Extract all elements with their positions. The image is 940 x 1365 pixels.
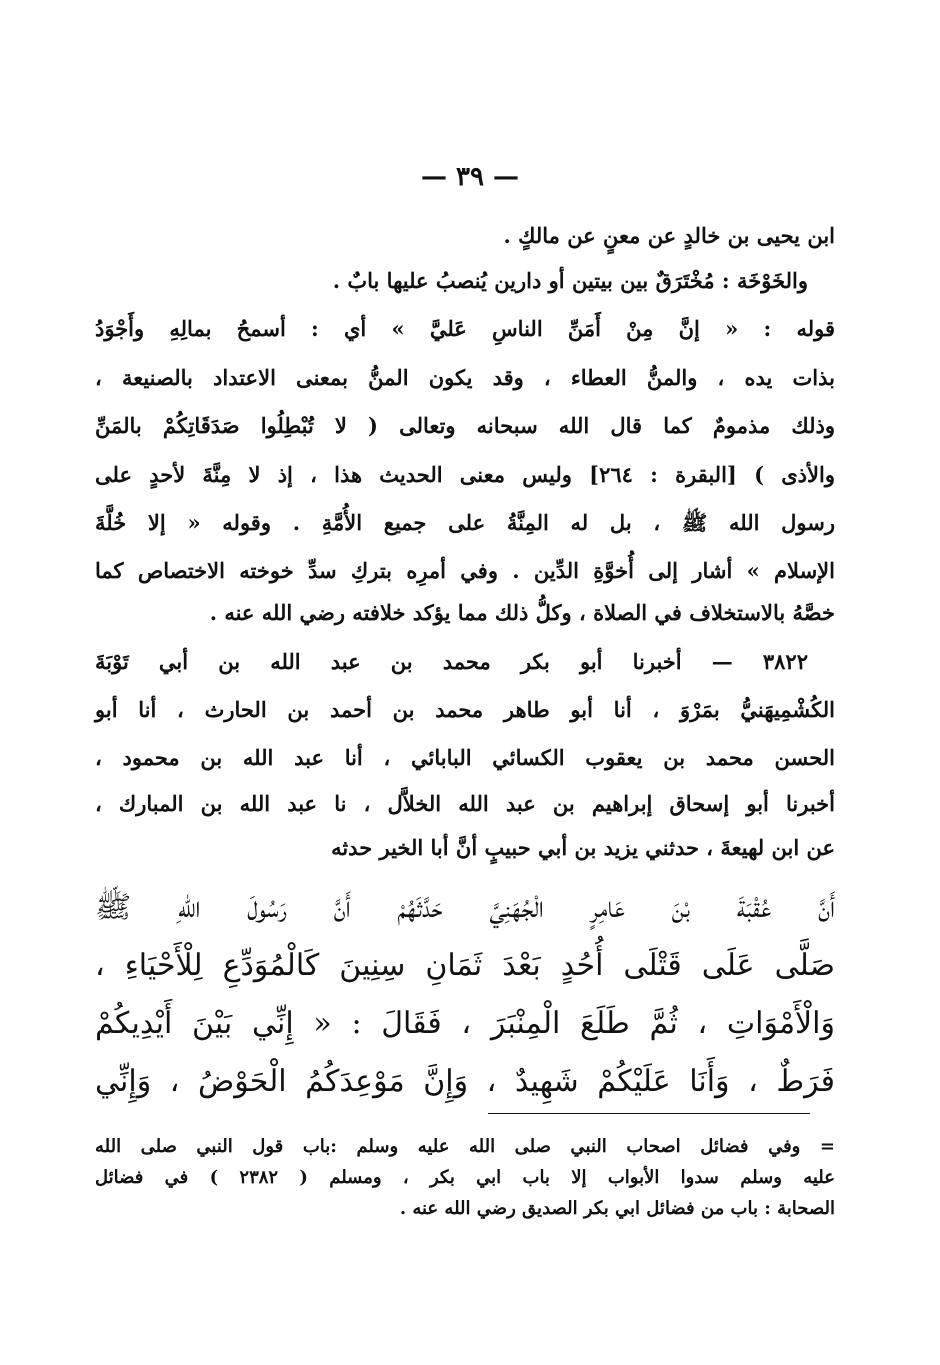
page-number: — ٣٩ — — [420, 162, 520, 192]
text-line: ابن يحيى بن خالدٍ عن معنٍ عن مالكٍ . — [503, 223, 835, 248]
hadith-number-line: ٣٨٢٢ — أخبرنا أبو بكر محمد بن عبد الله بن أبي تَوْبَةَ — [95, 649, 808, 674]
text-line: الكُشْمِيهَنيُّ بمَرْوَ ، أنا أبو طاهر محمد بن أحمد بن الحارث ، أنا أبو — [95, 697, 835, 722]
text-line: الإسلام » أشار إلى أُخوَّةِ الدِّين . وفي أمرِه بتركِ سدِّ خوخته الاختصاص كما — [95, 558, 835, 583]
hadith-text-line: وَالْأَمْوَاتِ ، ثُمَّ طَلَعَ الْمِنْبَرَ ، فَقَالَ : « إِنِّي بَيْنَ أَيْدِيكُمْ — [95, 1006, 835, 1041]
text-line: رسول الله ﷺ ، بل له المِنَّةُ على جميع الأُمَّةِ . وقوله « إلا خُلَّةَ — [95, 510, 835, 535]
footnote-line: عليه وسلم سدوا الأبواب إلا باب ابي بكر ، ومسلم ( ٢٣٨٢ ) في فضائل — [95, 1167, 835, 1188]
text-line: وذلك مذمومٌ كما قال الله سبحانه وتعالى ( لا تُبْطِلُوا صَدَقَاتِكُمْ بالمَنِّ — [95, 413, 835, 438]
hadith-text-line: أَنَّ عُقْبَةَ بْنَ عَامِرٍ الْجُهَنِيَّ حَدَّثَهُمْ أَنَّ رَسُولَ اللهِ ﷺ — [95, 890, 835, 925]
text-line: قوله : « إنَّ مِنْ أَمَنِّ الناسِ عَليَّ » أي : أسمحُ بمالِهِ وأَجْوَدُ — [95, 316, 835, 341]
hadith-text-line: فَرَطٌ ، وَأَنَا عَلَيْكُمْ شَهِيدٌ ، وَإِنَّ مَوْعِدَكُمُ الْحَوْضُ ، وَإِنِّي — [95, 1064, 835, 1099]
text-line: خصَّهُ بالاستخلاف في الصلاة ، وكلُّ ذلك مما يؤكد خلافته رضي الله عنه . — [209, 600, 835, 625]
footnote-line: = وفي فضائل اصحاب النبي صلى الله عليه وسلم :باب قول النبي صلى الله — [95, 1136, 835, 1157]
footnote-line: الصحابة : باب من فضائل ابي بكر الصديق رضي الله عنه . — [399, 1198, 835, 1219]
footnote-divider — [488, 1113, 810, 1114]
text-line: عن ابن لهيعةَ ، حدثني يزيد بن أبي حبيبٍ أنَّ أبا الخير حدثه — [331, 835, 835, 860]
hadith-text-line: صَلَّى عَلَى قَتْلَى أُحُدٍ بَعْدَ ثَمَانِ سِنِينَ كَالْمُوَدِّعِ لِلْأَحْيَاءِ ، — [95, 948, 835, 983]
text-line: والخَوْخَة : مُخْتَرَقٌ بين بيتين أو دارين يُنصبُ عليها بابٌ . — [332, 268, 808, 293]
text-line: والأذى ) [البقرة : ٢٦٤] وليس معنى الحديث هذا ، إذ لا مِنَّةَ لأحدٍ على — [95, 462, 835, 487]
text-line: بذات يده ، والمنُّ العطاء ، وقد يكون المنُّ بمعنى الاعتداد بالصنيعة ، — [95, 365, 835, 390]
text-line: الحسن محمد بن يعقوب الكسائي البابائي ، أنا عبد الله بن محمود ، — [95, 745, 835, 770]
text-line: أخبرنا أبو إسحاق إبراهيم بن عبد الله الخلاَّل ، نا عبد الله بن المبارك ، — [95, 791, 835, 816]
